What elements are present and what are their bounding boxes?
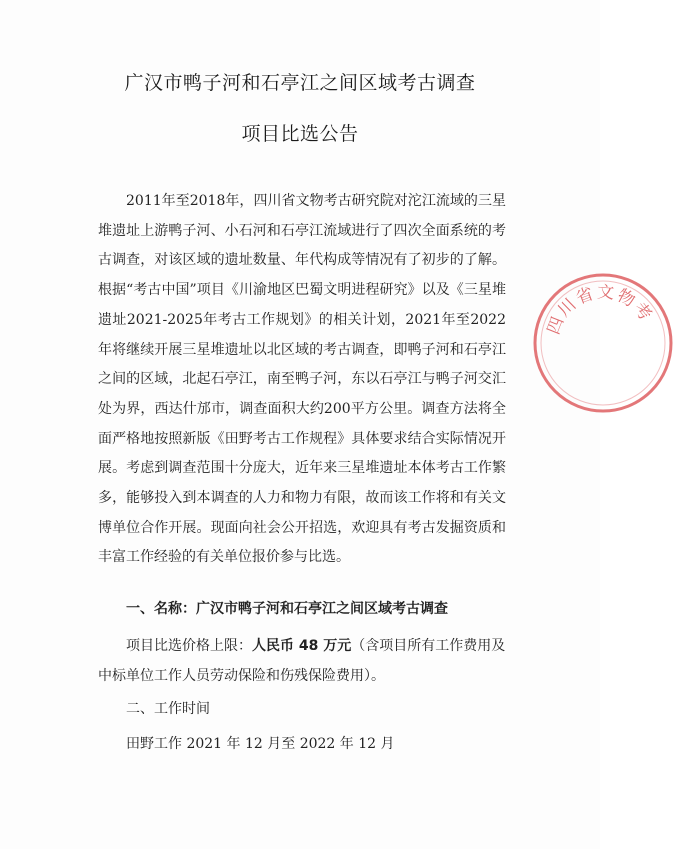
svg-text:四川省文物考: 四川省文物考 xyxy=(543,282,657,338)
document-title: 广汉市鸭子河和石亭江之间区域考古调查 xyxy=(124,72,476,94)
price-value: 人民币 48 万元 xyxy=(252,638,352,654)
price-prefix: 项目比选价格上限： xyxy=(126,638,252,654)
official-seal-stamp xyxy=(528,268,678,418)
section-1-heading xyxy=(126,598,546,618)
section-2-heading: 二、工作时间 xyxy=(126,701,210,717)
section-1-label: 一、名称： xyxy=(126,601,196,617)
intro-paragraph: 2011年至2018年，四川省文物考古研究院对沱江流域的三星堆遗址上游鸭子河、小石河和石亭江流域进行了四次全面系统的考古调查，对该区域的遗址数量、年代构成等情况有了初步的了解。根据“考古中国”项目《川渝地区巴蜀文明进程研究》以及《三星堆遗址2021-2025年考古工作规划》的相关计划，2021年至2022年将继续开展三星堆遗址以北区域的考古调查，即鸭子河和石亭江之间的区域，北起石亭江，南至鸭子河，东以石亭江与鸭子河交汇处为界，西达什邡市，调查面积大约200平方公里。调查方法将全面严格地按照新版《田野考古工作规程》具体要求结合实际情况开展。考虑到调查范围十分庞大，近年来三星堆遗址本体考古工作繁多，能够投入到本调查的人力和物力有限，故而该工作将和有关文博单位合作开展。现面向社会公开招选，欢迎具有考古发掘资质和丰富工作经验的有关单位报价参与比选。 xyxy=(98,193,506,566)
price-suffix: （含项目所有工作费用及中标单位工作人员劳动保险和伤残保险费用）。 xyxy=(98,638,506,684)
section-1-value: 广汉市鸭子河和石亭江之间区域考古调查 xyxy=(196,601,448,617)
price-paragraph xyxy=(98,632,510,691)
document-subtitle: 项目比选公告 xyxy=(241,123,359,145)
field-work-time: 田野工作 2021 年 12 月至 2022 年 12 月 xyxy=(126,736,395,752)
